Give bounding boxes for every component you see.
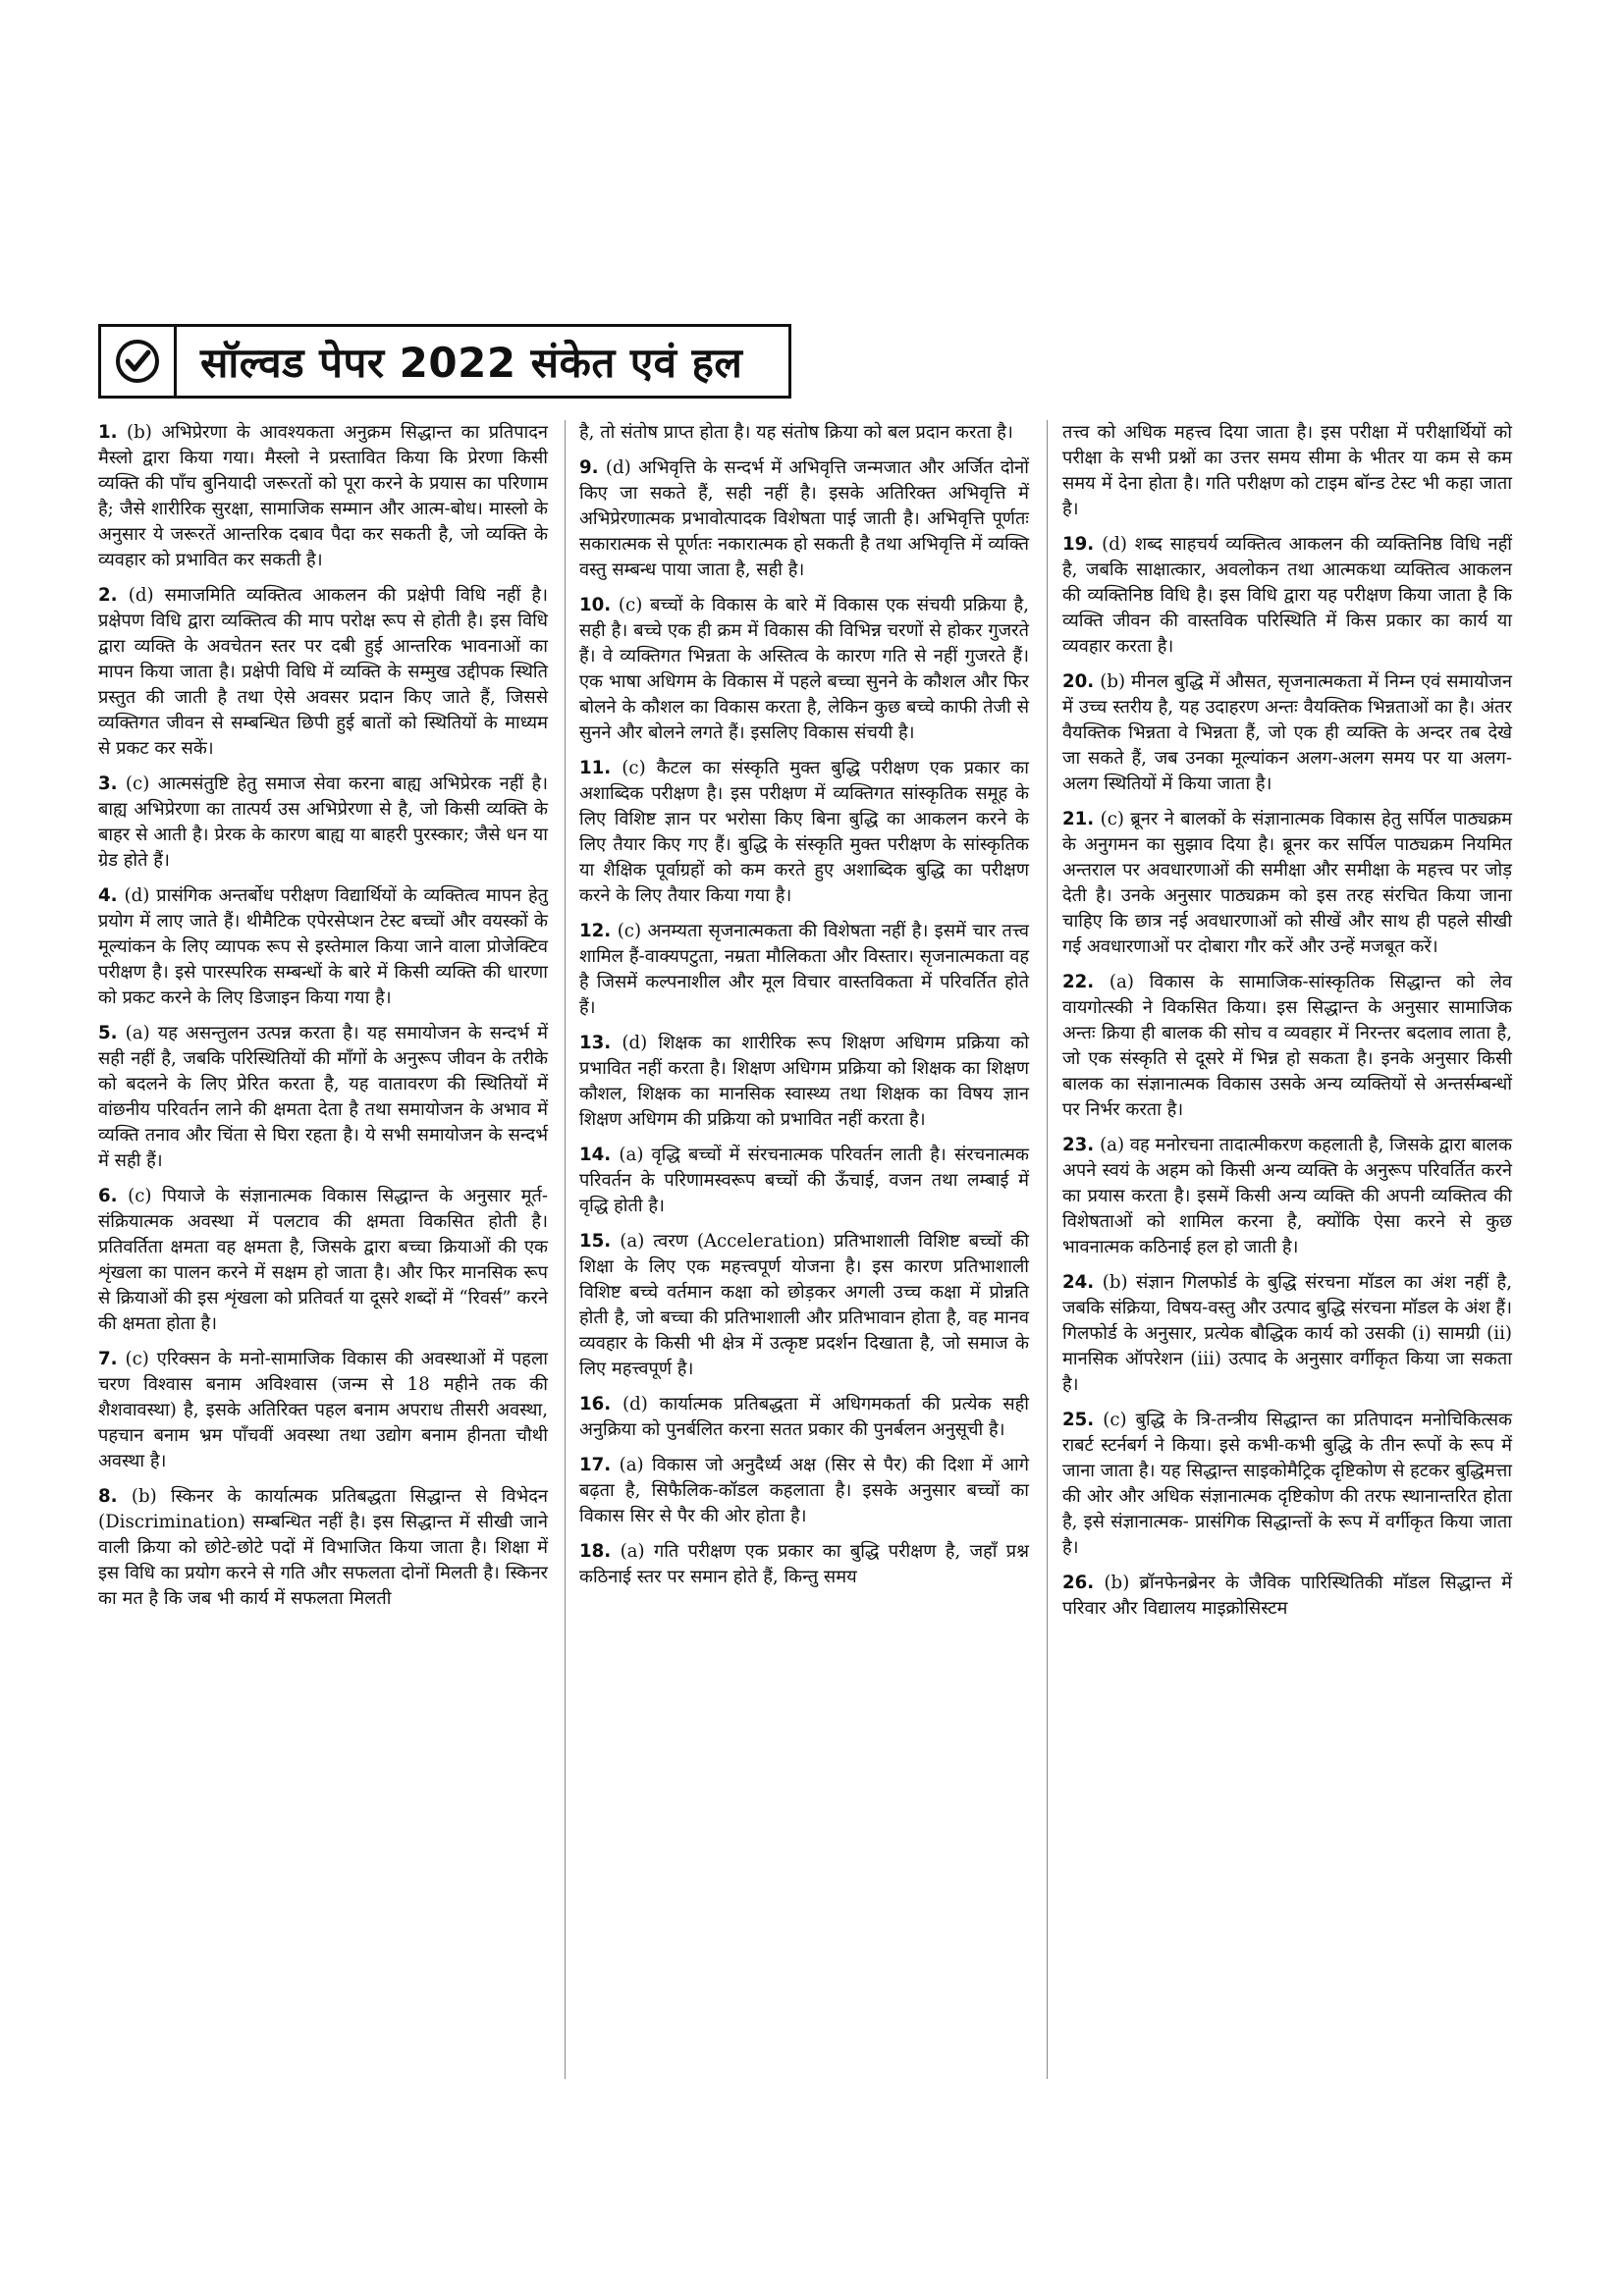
answer-paragraph — [98, 1484, 548, 1612]
answer-number: 24. — [1062, 1272, 1095, 1293]
answer-paragraph — [98, 1347, 548, 1474]
answer-paragraph — [98, 883, 548, 1011]
answer-paragraph — [98, 583, 548, 762]
answer-number: 26. — [1062, 1573, 1095, 1593]
answer-number: 10. — [579, 595, 612, 615]
answer-paragraph — [1062, 420, 1512, 522]
answer-paragraph — [579, 756, 1029, 909]
answer-text: (a) त्वरण (Acceleration) प्रतिभाशाली विशिष्ट बच्चों की शिक्षा के लिए एक महत्त्वपूर्ण योजना है। इस कारण प्रतिभाशाली विशिष्ट बच्चे वर्तमान कक्षा को छोड़कर अगली उच्च कक्षा में प्रोन्नति होती है, जो बच्चा की प्रतिभाशाली और प्रतिभावान होता है, वह मानव व्यवहार के किसी भी क्षेत्र में उत्कृष्ट प्रदर्शन दिखाता है, जो समाज के लिए महत्त्वपूर्ण है। — [579, 1231, 1029, 1379]
answer-number: 11. — [579, 758, 612, 778]
answer-paragraph — [579, 1539, 1029, 1590]
answer-number: 15. — [579, 1231, 612, 1252]
answer-paragraph — [579, 420, 1029, 446]
answer-text: (b) मीनल बुद्धि में औसत, सृजनात्मकता में निम्न एवं समायोजन में उच्च स्तरीय है, यह उदाहरण अन्तः वैयक्तिक भिन्नताओं का है। अंतर वैयक्तिक भिन्नता वे भिन्नता हैं, जो एक ही व्यक्ति के अन्दर तब देखे जा सकते हैं, जब उनका मूल्यांकन अलग-अलग समय पर या अलग-अलग स्थितियों में किया जाता है। — [1062, 671, 1512, 794]
answer-paragraph — [1062, 1571, 1512, 1622]
answer-paragraph — [98, 420, 548, 573]
answer-number: 13. — [579, 1033, 612, 1053]
answer-number: 8. — [98, 1486, 118, 1507]
answer-text: (c) बच्चों के विकास के बारे में विकास एक संचयी प्रक्रिया है, सही है। बच्चे एक ही क्रम में विकास की विभिन्न चरणों से होकर गुजरते हैं। वे व्यक्तिगत भिन्नता के अस्तित्व के कारण गति से नहीं गुजरते हैं। एक भाषा अधिगम के विकास में पहले बच्चा सुनने के कौशल और फिर बोलने के कौशल का विकास करता है, लेकिन कुछ बच्चे काफी तेजी से सुनने और बोलने लगते हैं। इसलिए विकास संचयी है। — [579, 595, 1029, 743]
answer-text: (a) विकास जो अनुदैर्ध्य अक्ष (सिर से पैर) की दिशा में आगे बढ़ता है, सिफैलिक-कॉडल कहलाता है। इसके अनुसार बच्चों का विकास सिर से पैर की ओर होता है। — [579, 1455, 1029, 1526]
answer-number: 6. — [98, 1186, 118, 1206]
answer-paragraph — [1062, 1133, 1512, 1260]
answer-paragraph — [579, 1143, 1029, 1219]
answer-text: है, तो संतोष प्राप्त होता है। यह संतोष क्रिया को बल प्रदान करता है। — [579, 422, 1013, 443]
answer-number: 3. — [98, 774, 118, 794]
answer-paragraph — [98, 1021, 548, 1174]
answer-text: (d) समाजमिति व्यक्तित्व आकलन की प्रक्षेपी विधि नहीं है। प्रक्षेपण विधि द्वारा व्यक्तित्व की माप परोक्ष रूप से होती है। इस विधि द्वारा व्यक्ति के अवचेतन स्तर पर दबी हुई आन्तरिक भावनाओं का मापन किया जाता है। प्रक्षेपी विधि में व्यक्ति के सम्मुख उद्दीपक स्थिति प्रस्तुत की जाती है तथा ऐसे अवसर प्रदान किए जाते हैं, जिससे व्यक्तिगत जीवन से सम्बन्धित छिपी हुई बातों को स्थितियों के माध्यम से प्रकट कर सकें। — [98, 585, 548, 759]
answer-paragraph — [1062, 669, 1512, 797]
answer-text: (b) संज्ञान गिलफोर्ड के बुद्धि संरचना मॉडल का अंश नहीं है, जबकि संक्रिया, विषय-वस्तु और उत्पाद बुद्धि संरचना मॉडल के अंश हैं। गिलफोर्ड के अनुसार, प्रत्येक बौद्धिक कार्य को उसकी (i) सामग्री (ii) मानसिक ऑपरेशन (iii) उत्पाद के अनुसार वर्गीकृत किया जा सकता है। — [1062, 1272, 1512, 1395]
answer-text: (c) अनम्यता सृजनात्मकता की विशेषता नहीं है। इसमें चार तत्त्व शामिल हैं-वाक्यपटुता, नम्रता मौलिकता और विस्तार। सृजनात्मकता वह है जिसमें कल्पनाशील और मूल विचार वास्तविकता में परिवर्तित होते हैं। — [579, 921, 1029, 1018]
answer-number: 21. — [1062, 809, 1095, 829]
answer-number: 16. — [579, 1394, 612, 1415]
answer-text: (b) ब्रॉनफेनब्रेनर के जैविक पारिस्थितिकी मॉडल सिद्धान्त में परिवार और विद्यालय माइक्रोसिस्टम — [1062, 1573, 1512, 1619]
answer-number: 1. — [98, 422, 118, 443]
answer-number: 17. — [579, 1455, 612, 1475]
answer-paragraph — [1062, 970, 1512, 1123]
answer-text: (d) शिक्षक का शारीरिक रूप शिक्षण अधिगम प्रक्रिया को प्रभावित नहीं करता है। शिक्षण अधिगम प्रक्रिया को शिक्षक का शिक्षण कौशल, शिक्षक का मानसिक स्वास्थ्य तथा शिक्षक का विषय ज्ञान शिक्षण अधिगम की प्रक्रिया को प्रभावित नहीं करता है। — [579, 1033, 1029, 1130]
column-divider — [1047, 420, 1048, 2079]
page-title: सॉल्वड पेपर 2022 संकेत एवं हल — [200, 338, 743, 387]
answer-text: (b) अभिप्रेरणा के आवश्यकता अनुक्रम सिद्धान्त का प्रतिपादन मैस्लो द्वारा किया गया। मैस्लो ने प्रस्तावित किया कि प्रेरणा किसी व्यक्ति की पाँच बुनियादी जरूरतों को पूरा करने के प्रयास का परिणाम है; जैसे शारीरिक सुरक्षा, सामाजिक सम्मान और आत्म-बोध। मास्लो के अनुसार ये जरूरतें आन्तरिक दबाव पैदा कर सकती है, जो व्यक्ति के व्यवहार को प्रभावित कर सकती है। — [98, 422, 548, 570]
column-divider — [565, 420, 566, 2079]
answer-column-1 — [98, 420, 548, 1622]
answer-text: तत्त्व को अधिक महत्त्व दिया जाता है। इस परीक्षा में परीक्षार्थियों को परीक्षा के सभी प्रश्नों का उत्तर समय सीमा के भीतर या कम से कम समय में देना होता है। गति परीक्षण को टाइम बॉन्ड टेस्ट भी कहा जाता है। — [1062, 422, 1512, 519]
answer-paragraph — [579, 1392, 1029, 1443]
answer-number: 2. — [98, 585, 118, 606]
answer-text: (c) पियाजे के संज्ञानात्मक विकास सिद्धान्त के अनुसार मूर्त-संक्रियात्मक अवस्था में पलटाव की क्षमता विकसित होती है। प्रतिवर्तिता क्षमता वह क्षमता है, जिसके द्वारा बच्चा क्रियाओं की एक शृंखला का पालन करने में सक्षम हो जाता है। और फिर मानसिक रूप से क्रियाओं की इस शृंखला को प्रतिवर्त या दूसरे शब्दों में “रिवर्स” करने की क्षमता होता है। — [98, 1186, 548, 1334]
answer-text: (a) गति परीक्षण एक प्रकार का बुद्धि परीक्षण है, जहाँ प्रश्न कठिनाई स्तर पर समान होते हैं, किन्तु समय — [579, 1541, 1029, 1587]
answer-text: (a) यह असन्तुलन उत्पन्न करता है। यह समायोजन के सन्दर्भ में सही नहीं है, जबकि परिस्थितियों की माँगों के अनुरूप जीवन के तरीके को बदलने के लिए प्रेरित करता है, यह वातावरण की स्थितियों में वांछनीय परिवर्तन लाने की क्षमता देता है तथा समायोजन के अभाव में व्यक्ति तनाव और चिंता से घिरा रहता है। ये सभी समायोजन के सन्दर्भ में सही हैं। — [98, 1023, 548, 1171]
answer-paragraph — [579, 455, 1029, 583]
answer-text: (b) स्किनर के कार्यात्मक प्रतिबद्धता सिद्धान्त से विभेदन (Discrimination) सम्बन्धित नहीं है। इस सिद्धान्त में सीखी जाने वाली क्रिया को छोटे-छोटे पदों में विभाजित किया जाता है। शिक्षा में इस विधि का प्रयोग करने से गति और सफलता दोनों मिलती है। स्किनर का मत है कि जब भी कार्य में सफलता मिलती — [98, 1486, 548, 1609]
answer-number: 4. — [98, 885, 118, 906]
answer-text: (a) वह मनोरचना तादात्मीकरण कहलाती है, जिसके द्वारा बालक अपने स्वयं के अहम को किसी अन्य व्यक्ति के अनुरूप परिवर्तित करने का प्रयास करता है। इसमें किसी अन्य व्यक्ति की अपनी व्यक्तित्व की विशेषताओं को शामिल करना है, क्योंकि ऐसा करने से कुछ भावनात्मक कठिनाई हल हो जाती है। — [1062, 1135, 1512, 1257]
answer-paragraph — [1062, 1408, 1512, 1561]
answer-column-2 — [579, 420, 1029, 1600]
answer-number: 22. — [1062, 972, 1095, 992]
answer-number: 23. — [1062, 1135, 1095, 1155]
answer-paragraph — [579, 919, 1029, 1021]
answer-number: 18. — [579, 1541, 612, 1562]
answer-number: 19. — [1062, 534, 1095, 555]
answer-text: (c) आत्मसंतुष्टि हेतु समाज सेवा करना बाह्य अभिप्रेरक नहीं है। बाह्य अभिप्रेरणा का तात्पर्य उस अभिप्रेरणा से है, जो किसी व्यक्ति के बाहर से आती है। प्रेरक के कारण बाह्य या बाहरी पुरस्कार; जैसे धन या ग्रेड होते हैं। — [98, 774, 548, 871]
answer-paragraph — [579, 1229, 1029, 1382]
answer-number: 14. — [579, 1145, 612, 1165]
answer-paragraph — [98, 772, 548, 874]
answer-text: (c) एरिक्सन के मनो-सामाजिक विकास की अवस्थाओं में पहला चरण विश्वास बनाम अविश्वास (जन्म से 18 महीने तक की शैशवावस्था) है, इसके अतिरिक्त पहल बनाम अपराध तीसरी अवस्था, पहचान बनाम भ्रम पाँचवीं अवस्था तथा उद्योग बनाम हीनता चौथी अवस्था है। — [98, 1349, 548, 1471]
answer-number: 20. — [1062, 671, 1095, 692]
answer-text: (d) प्रासंगिक अन्तर्बोध परीक्षण विद्यार्थियों के व्यक्तित्व मापन हेतु प्रयोग में लाए जाते हैं। थीमैटिक एपेरसेप्शन टेस्ट बच्चों और वयस्कों के मूल्यांकन के लिए व्यापक रूप से इस्तेमाल किया जाने वाला प्रोजेक्टिव परीक्षण है। इसे पारस्परिक सम्बन्धों के बारे में किसी व्यक्ति की धारणा को प्रकट करने के लिए डिजाइन किया गया है। — [98, 885, 548, 1008]
answer-text: (c) ब्रूनर ने बालकों के संज्ञानात्मक विकास हेतु सर्पिल पाठ्यक्रम के अनुगमन का सुझाव दिया है। ब्रूनर कर सर्पिल पाठ्यक्रम नियमित अन्तराल पर अवधारणाओं की समीक्षा और समीक्षा के महत्त्व पर जोड़ देती है। उनके अनुसार पाठ्यक्रम को इस तरह संरचित किया जाना चाहिए कि छात्र नई अवधारणाओं को सीखें और साथ ही पहले सीखी गई अवधारणाओं पर दोबारा गौर करें और उन्हें मजबूत करें। — [1062, 809, 1512, 957]
answer-number: 7. — [98, 1349, 118, 1369]
answer-text: (c) कैटल का संस्कृति मुक्त बुद्धि परीक्षण एक प्रकार का अशाब्दिक परीक्षण है। इस परीक्षण में व्यक्तिगत सांस्कृतिक समूह के लिए विशिष्ट ज्ञान पर भरोसा किए बिना बुद्धि का आकलन करने के लिए तैयार किए गए हैं। बुद्धि के संस्कृति मुक्त परीक्षण के सांस्कृतिक या शैक्षिक पूर्वाग्रहों को कम करते हुए अशाब्दिक बुद्धि का परीक्षण करने के लिए तैयार किया गया है। — [579, 758, 1029, 906]
answer-paragraph — [579, 1453, 1029, 1529]
answer-text: (d) अभिवृत्ति के सन्दर्भ में अभिवृत्ति जन्मजात और अर्जित दोनों किए जा सकते हैं, सही नहीं है। इसके अतिरिक्त अभिवृत्ति में अभिप्रेरणात्मक प्रभावोत्पादक विशेषता पाई जाती है। अभिवृत्ति पूर्णतः सकारात्मक से पूर्णतः नकारात्मक हो सकती है तथा अभिवृत्ति में व्यक्ति वस्तु सम्बन्ध पाया जाता है, सही है। — [579, 457, 1029, 580]
answer-text: (a) वृद्धि बच्चों में संरचनात्मक परिवर्तन लाती है। संरचनात्मक परिवर्तन के परिणामस्वरूप बच्चों की ऊँचाई, वजन तथा लम्बाई में वृद्धि होती है। — [579, 1145, 1029, 1216]
answer-paragraph — [579, 1031, 1029, 1133]
answer-text: (d) शब्द साहचर्य व्यक्तित्व आकलन की व्यक्तिनिष्ठ विधि नहीं है, जबकि साक्षात्कार, अवलोकन तथा आत्मकथा व्यक्तित्व आकलन की व्यक्तिनिष्ठ विधि है। इस विधि द्वारा यह परीक्षण किया जाता है कि व्यक्ति जीवन की वास्तविक परिस्थिति में किस प्रकार का कार्य या व्यवहार करता है। — [1062, 534, 1512, 657]
answer-paragraph — [1062, 532, 1512, 660]
answer-number: 12. — [579, 921, 612, 941]
section-header — [98, 324, 791, 399]
answer-column-3 — [1062, 420, 1512, 1631]
answer-number: 5. — [98, 1023, 118, 1043]
answer-paragraph — [1062, 807, 1512, 960]
answer-paragraph — [98, 1184, 548, 1337]
answer-paragraph — [579, 593, 1029, 746]
answer-text: (d) कार्यात्मक प्रतिबद्धता में अधिगमकर्ता की प्रत्येक सही अनुक्रिया को पुनर्बलित करना सतत प्रकार की पुनर्बलन अनुसूची है। — [579, 1394, 1029, 1440]
answer-text: (a) विकास के सामाजिक-सांस्कृतिक सिद्धान्त को लेव वायगोत्स्की ने विकसित किया। इस सिद्धान्त के अनुसार सामाजिक अन्तः क्रिया ही बालक की सोच व व्यवहार में निरन्तर बदलाव लाता है, जो एक संस्कृति से दूसरे में भिन्न हो सकता है। इनके अनुसार किसी बालक का संज्ञानात्मक विकास उसके अन्य व्यक्तियों से अन्तर्सम्बन्धों पर निर्भर करता है। — [1062, 972, 1512, 1120]
answer-number: 25. — [1062, 1410, 1095, 1430]
answer-paragraph — [1062, 1270, 1512, 1398]
answer-number: 9. — [579, 457, 599, 478]
answer-text: (c) बुद्धि के त्रि-तन्त्रीय सिद्धान्त का प्रतिपादन मनोचिकित्सक राबर्ट स्टर्नबर्ग ने किया। इसे कभी-कभी बुद्धि के तीन रूपों के रूप में जाना जाता है। यह सिद्धान्त साइकोमैट्रिक दृष्टिकोण से हटकर बुद्धिमत्ता की ओर और अधिक संज्ञानात्मक दृष्टिकोण की तरफ स्थानान्तरित होता है, इसे संज्ञानात्मक- प्रासंगिक सिद्धान्तों के रूप में वर्गीकृत किया जाता है। — [1062, 1410, 1512, 1558]
check-circle-icon — [101, 327, 177, 396]
